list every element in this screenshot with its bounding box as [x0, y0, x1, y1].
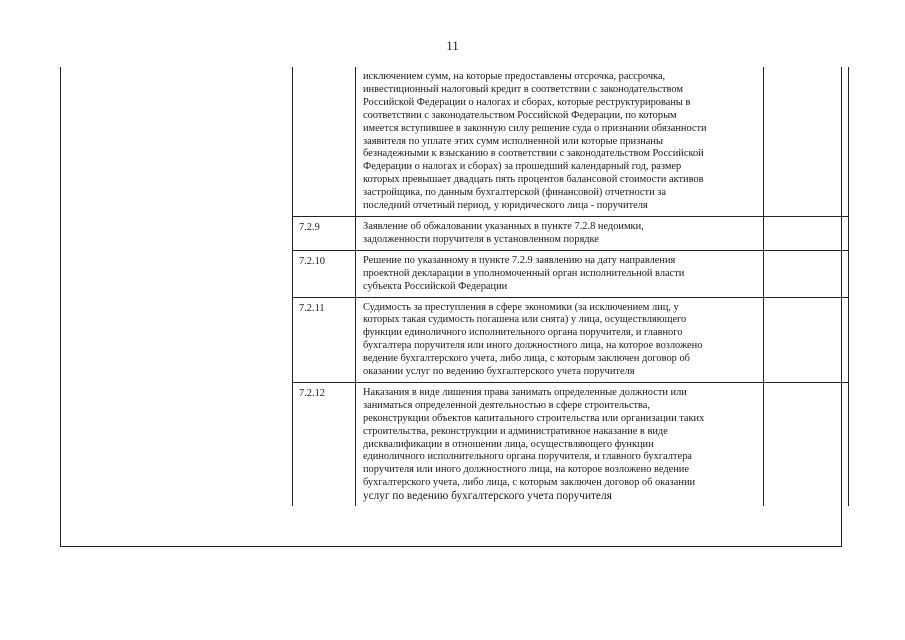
row-number: 7.2.12 — [293, 382, 356, 506]
requirements-table — [292, 67, 849, 506]
empty-cell — [764, 250, 849, 297]
text-line: которых такая судимость погашена или снята) у лица, осуществляющего — [363, 314, 687, 326]
text-line: исключением сумм, на которые предоставлены отсрочка, рассрочка, — [363, 71, 666, 82]
text-line: проектной декларации в уполномоченный орган исполнительной власти — [363, 267, 685, 279]
text-line: субъекта Российской Федерации — [363, 280, 508, 292]
text-line: Решение по указанному в пункте 7.2.9 заявлению на дату направления — [363, 254, 676, 266]
text-line: Судимость за преступления в сфере экономики (за исключением лиц, у — [363, 301, 679, 313]
text-line: услуг по ведению бухгалтерского учета поручителя — [363, 490, 612, 503]
text-line: ведение бухгалтерского учета, либо лица, с которым заключен договор об — [363, 353, 690, 365]
row-number — [293, 67, 356, 216]
text-line: заниматься определенной деятельностью в сфере строительства, — [363, 399, 651, 411]
text-line: застройщика, по данным бухгалтерской (финансовой) отчетности за — [363, 187, 666, 199]
text-line: оказании услуг по ведению бухгалтерского учета поручителя — [363, 366, 635, 378]
row-number: 7.2.10 — [293, 250, 356, 297]
text-line: Заявление об обжаловании указанных в пункте 7.2.8 недоимки, — [363, 220, 644, 232]
text-line: Наказания в виде лишения права занимать определенные должности или — [363, 386, 687, 398]
text-line: соответствии с законодательством Российской Федерации, по которым — [363, 109, 677, 121]
empty-cell — [764, 382, 849, 506]
text-line: безнадежными к взысканию в соответствии с законодательством Российской — [363, 148, 704, 160]
text-line: Российской Федерации о налогах и сборах, которые реструктурированы в — [363, 96, 691, 108]
text-line: функции единоличного исполнительного органа поручителя, и главного — [363, 327, 683, 339]
row-number: 7.2.11 — [293, 297, 356, 382]
row-number: 7.2.9 — [293, 216, 356, 250]
row-text — [356, 250, 764, 297]
table-row — [293, 250, 849, 297]
table-row — [293, 297, 849, 382]
text-line: реконструкции объектов капитального строительства или организации таких — [363, 412, 705, 424]
row-text — [356, 297, 764, 382]
text-line: задолженности поручителя в установленном порядке — [363, 233, 599, 245]
text-line: строительства, реконструкции и административное наказание в виде — [363, 425, 668, 437]
text-line: инвестиционный налоговый кредит в соответствии с законодательством — [363, 83, 683, 95]
text-line: последний отчетный период, у юридического лица - поручителя — [363, 200, 648, 212]
table-row — [293, 382, 849, 506]
table-row — [293, 216, 849, 250]
row-text — [356, 67, 764, 216]
row-text — [356, 382, 764, 506]
table-row — [293, 67, 849, 216]
text-line: единоличного исполнительного органа поручителя, и главного бухгалтера — [363, 451, 692, 463]
text-line: Федерации о налогах и сборах) за прошедший календарный год, размер — [363, 161, 682, 173]
empty-cell — [764, 67, 849, 216]
text-line: дисквалификации в отношении лица, осуществляющего функции — [363, 438, 654, 450]
text-line: имеется вступившее в законную силу решение суда о признании обязанности — [363, 122, 707, 134]
row-text — [356, 216, 764, 250]
empty-cell — [764, 297, 849, 382]
text-line: которых превышает двадцать пять процентов балансовой стоимости активов — [363, 174, 704, 186]
text-line: заявителя по уплате этих сумм исполненной или которые признаны — [363, 135, 663, 147]
text-line: бухгалтерского учета, либо лица, с которым заключен договор об оказании — [363, 477, 696, 489]
empty-cell — [764, 216, 849, 250]
page-number: 11 — [446, 38, 459, 53]
text-line: бухгалтера поручителя или иного должностного лица, на которое возложено — [363, 340, 703, 352]
text-line: поручителя или иного должностного лица, на которое возложено ведение — [363, 464, 689, 476]
